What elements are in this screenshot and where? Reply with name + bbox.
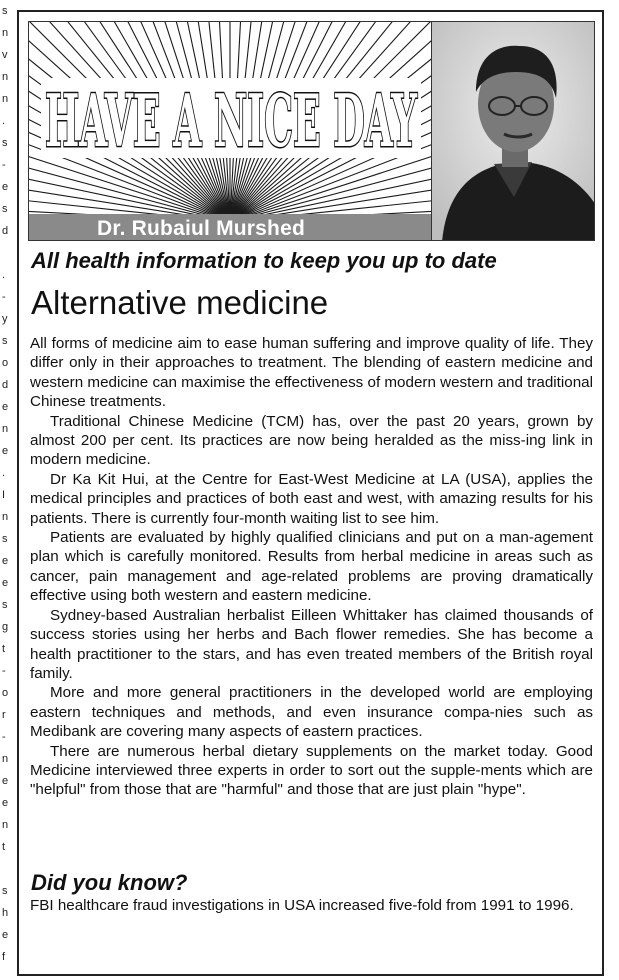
article-subtitle: All health information to keep you up to date [31,248,497,273]
adjacent-column-edge: s n v n n . s - e s d . - y s o d e n e . I n s e e s g t - o r - n e e n t s h e f [2,5,9,963]
did-you-know-heading: Did you know? [31,870,188,895]
article-headline: Alternative medicine [31,284,329,321]
article-paragraph: More and more general practitioners in the developed world are employing eastern techniques and methods, and even insurance compa-nies such as Medibank are covering many aspects of eastern practices. [30,684,593,741]
article-paragraph: There are numerous herbal dietary supplements on the market today. Good Medicine interviewed three experts in order to sort out the supple-ments which are "helpful" from those that are "harmful" and those that are just plain "hype". [30,742,593,799]
article-body [30,334,593,800]
author-photo [431,22,595,241]
article-paragraph: Dr Ka Kit Hui, at the Centre for East-West Medicine at LA (USA), applies the medical principles and practices of both east and west, with amazing results for his patients. There is currently four-month waiting list to see him. [30,470,593,527]
masthead-title: HAVE A NICE DAY [45,78,418,162]
masthead-title-art [41,72,421,162]
article-frame [17,10,604,976]
column-masthead [28,21,595,241]
article-paragraph: Patients are evaluated by highly qualified clinicians and put on a man-agement plan which is carefully monitored. Results from herbal medicine in areas such as cancer, pain management and age-related problems are proving dramatically effective using both western and eastern medicine. [30,529,593,605]
article-paragraph: Sydney-based Australian herbalist Eilleen Whittaker has claimed thousands of success stories using her herbs and Bach flower remedies. She has become a health practitioner to the stars, and has even treated members of the British royal family. [30,606,593,682]
did-you-know-text: FBI healthcare fraud investigations in USA increased five-fold from 1991 to 1996. [30,897,574,914]
article-paragraph: All forms of medicine aim to ease human suffering and improve quality of life. They differ only in their approaches to treatment. The blending of eastern medicine and western medicine can maximise the effectiveness of modern western and traditional Chinese treatments. [30,335,593,411]
author-byline: Dr. Rubaiul Murshed [97,217,305,240]
article-paragraph: Traditional Chinese Medicine (TCM) has, over the past 20 years, grown by almost 200 per cent. Its practices are now being heralded as the miss-ing link in modern medicine. [30,412,593,469]
